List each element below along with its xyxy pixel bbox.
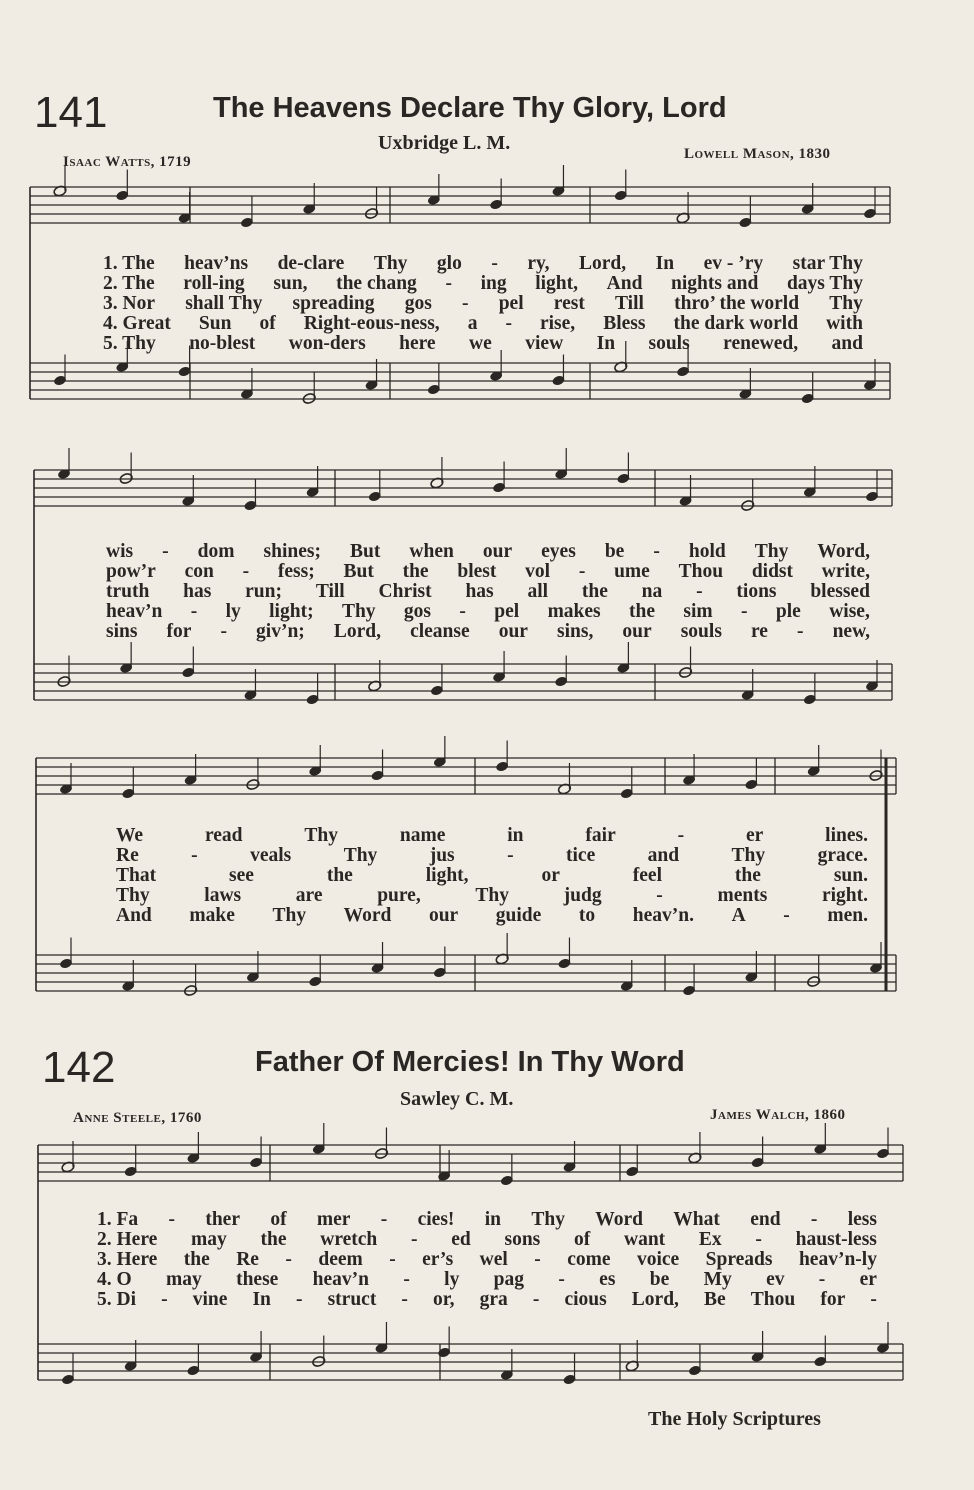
lyric-syllable: of: [270, 1209, 287, 1230]
lyric-syllable: es: [599, 1269, 616, 1290]
lyric-syllable: And: [116, 905, 152, 926]
lyric-syllable: tice: [566, 845, 596, 866]
lyric-syllable: Thy: [829, 293, 863, 314]
lyric-syllable: we: [469, 333, 492, 354]
lyric-syllable: 2. Here: [97, 1229, 158, 1250]
lyric-syllable: pel: [498, 293, 524, 314]
lyrics-system-3: [116, 826, 868, 926]
lyric-syllable: Spreads: [705, 1249, 773, 1270]
lyric-syllable: -: [411, 1229, 418, 1250]
lyric-syllable: ly: [225, 601, 241, 622]
lyric-syllable: the: [183, 1249, 210, 1270]
lyric-syllable: -: [220, 621, 227, 642]
lyric-syllable: ry,: [527, 253, 550, 274]
lyric-syllable: Bless: [603, 313, 646, 334]
lyric-syllable: 1. The: [103, 253, 155, 274]
lyric-syllable: pure,: [377, 885, 421, 906]
lyric-syllable: new,: [832, 621, 870, 642]
lyric-syllable: veals: [250, 845, 292, 866]
lyric-syllable: Word,: [817, 541, 870, 562]
lyric-syllable: want: [623, 1229, 666, 1250]
lyric-syllable: -: [462, 293, 469, 314]
lyric-syllable: sons: [504, 1229, 541, 1250]
lyric-syllable: gos: [403, 601, 432, 622]
lyric-syllable: light;: [269, 601, 314, 622]
lyric-syllable: struct: [327, 1289, 377, 1310]
lyric-syllable: or: [541, 865, 560, 886]
lyric-syllable: to: [578, 905, 596, 926]
lyric-syllable: pag: [493, 1269, 525, 1290]
words-credit: Isaac Watts, 1719: [63, 154, 192, 170]
lyric-syllable: That: [116, 865, 157, 886]
lyric-syllable: light,: [535, 273, 579, 294]
lyric-syllable: Right-eous-ness,: [303, 313, 440, 334]
lyrics-142-system-1: [97, 1210, 877, 1310]
lyric-syllable: 5. Thy: [103, 333, 156, 354]
lyric-syllable: star Thy: [792, 253, 863, 274]
lyric-syllable: wretch: [320, 1229, 378, 1250]
lyric-syllable: the: [629, 601, 656, 622]
lyric-syllable: haust-less: [795, 1229, 877, 1250]
lyric-syllable: feel: [632, 865, 662, 886]
lyric-syllable: -: [741, 601, 748, 622]
lyric-syllable: men.: [827, 905, 868, 926]
lyric-syllable: Lord,: [579, 253, 627, 274]
verse-line: [97, 1290, 877, 1310]
lyric-syllable: Till: [315, 581, 345, 602]
lyric-syllable: our: [498, 621, 528, 642]
lyric-syllable: 4. O: [97, 1269, 132, 1290]
lyric-syllable: -: [677, 825, 685, 846]
lyric-syllable: the: [260, 1229, 287, 1250]
lyric-syllable: in: [484, 1209, 502, 1230]
lyric-syllable: pow’r: [106, 561, 156, 582]
lyric-syllable: guide: [495, 905, 542, 926]
lyric-syllable: 4. Great: [103, 313, 171, 334]
lyric-syllable: Thy: [754, 541, 789, 562]
lyric-syllable: less: [847, 1209, 877, 1230]
lyric-syllable: shines;: [263, 541, 321, 562]
lyric-syllable: ther: [205, 1209, 240, 1230]
verse-line: [97, 1250, 877, 1270]
lyric-syllable: ume: [614, 561, 650, 582]
lyric-syllable: 1. Fa: [97, 1209, 139, 1230]
verse-line: [97, 1270, 877, 1290]
lyric-syllable: cious: [564, 1289, 607, 1310]
lyric-syllable: sim: [683, 601, 713, 622]
verse-line: [106, 602, 870, 622]
music-credit: Lowell Mason, 1830: [684, 146, 831, 162]
lyric-syllable: Thou: [750, 1289, 796, 1310]
hymn-title-142: Father Of Mercies! In Thy Word: [255, 1046, 685, 1078]
lyric-syllable: ments: [717, 885, 768, 906]
lyric-syllable: and: [647, 845, 680, 866]
lyric-syllable: gos: [404, 293, 432, 314]
lyric-syllable: My: [703, 1269, 732, 1290]
lyric-syllable: read: [204, 825, 243, 846]
lyric-syllable: But: [350, 541, 381, 562]
lyric-syllable: re: [750, 621, 768, 642]
lyric-syllable: the: [734, 865, 761, 886]
lyric-syllable: days Thy: [786, 273, 863, 294]
lyric-syllable: these: [236, 1269, 279, 1290]
lyric-syllable: -: [505, 313, 512, 334]
lyric-syllable: the: [326, 865, 353, 886]
lyric-syllable: cleanse: [410, 621, 470, 642]
hymn-number: 141: [34, 88, 108, 137]
verse-line: [103, 274, 863, 294]
lyric-syllable: pel: [494, 601, 520, 622]
verse-line: [106, 562, 870, 582]
lyric-syllable: Sun: [198, 313, 232, 334]
lyric-syllable: sins: [106, 621, 138, 642]
lyric-syllable: roll-ing: [183, 273, 245, 294]
lyric-syllable: didst: [751, 561, 794, 582]
lyric-syllable: Thy: [475, 885, 509, 906]
verse-line: [116, 846, 868, 866]
lyric-syllable: truth: [106, 581, 150, 602]
lyric-syllable: a: [467, 313, 478, 334]
lyric-syllable: dom: [197, 541, 235, 562]
lyric-syllable: Thy: [116, 885, 150, 906]
lyric-syllable: -: [401, 1289, 408, 1310]
lyric-syllable: -: [653, 541, 660, 562]
hymn-number-142: 142: [42, 1043, 116, 1092]
verse-line: [116, 906, 868, 926]
lyric-syllable: gra: [479, 1289, 508, 1310]
lyric-syllable: heav’ns: [184, 253, 249, 274]
lyric-syllable: our: [482, 541, 513, 562]
lyric-syllable: sins,: [557, 621, 594, 642]
lyric-syllable: won-ders: [288, 333, 366, 354]
lyric-syllable: Be: [704, 1289, 726, 1310]
lyric-syllable: or,: [433, 1289, 455, 1310]
section-footer: The Holy Scriptures: [648, 1408, 821, 1430]
lyric-syllable: the: [402, 561, 429, 582]
lyric-syllable: heav’n-ly: [798, 1249, 877, 1270]
lyric-syllable: We: [116, 825, 144, 846]
lyric-syllable: -: [403, 1269, 410, 1290]
lyric-syllable: sun.: [833, 865, 868, 886]
lyric-syllable: for: [820, 1289, 846, 1310]
verse-line: [103, 294, 863, 314]
lyric-syllable: lines.: [825, 825, 868, 846]
verse-line: [116, 826, 868, 846]
lyric-syllable: fess;: [277, 561, 315, 582]
lyric-syllable: nights and: [671, 273, 759, 294]
lyric-syllable: vine: [192, 1289, 228, 1310]
lyric-syllable: blest: [457, 561, 497, 582]
lyric-syllable: jus: [429, 845, 455, 866]
lyric-syllable: light,: [425, 865, 469, 886]
lyric-syllable: Thy: [373, 253, 408, 274]
lyric-syllable: rise,: [539, 313, 576, 334]
lyric-syllable: makes: [547, 601, 601, 622]
lyric-syllable: run;: [245, 581, 282, 602]
lyric-syllable: souls: [648, 333, 690, 354]
lyric-syllable: may: [166, 1269, 202, 1290]
lyric-syllable: A: [731, 905, 746, 926]
lyric-syllable: heav’n.: [632, 905, 694, 926]
lyric-syllable: Word: [595, 1209, 643, 1230]
lyric-syllable: for: [166, 621, 192, 642]
words-credit-142: Anne Steele, 1760: [73, 1110, 202, 1126]
lyric-syllable: our: [428, 905, 459, 926]
lyric-syllable: write,: [821, 561, 870, 582]
lyric-syllable: thro’ the world: [674, 293, 800, 314]
lyric-syllable: deem: [318, 1249, 363, 1270]
lyric-syllable: 3. Nor: [103, 293, 155, 314]
lyric-syllable: with: [826, 313, 863, 334]
lyric-syllable: no-blest: [189, 333, 256, 354]
verse-line: [116, 866, 868, 886]
tune-name: Uxbridge L. M.: [378, 132, 511, 154]
lyric-syllable: -: [870, 1289, 877, 1310]
lyric-syllable: spreading: [292, 293, 375, 314]
lyric-syllable: be: [604, 541, 625, 562]
lyric-syllable: be: [649, 1269, 670, 1290]
lyric-syllable: 2. The: [103, 273, 155, 294]
lyric-syllable: rest: [553, 293, 585, 314]
lyric-syllable: -: [818, 1269, 826, 1290]
lyric-syllable: the: [581, 581, 608, 602]
lyric-syllable: end: [750, 1209, 781, 1230]
lyric-syllable: 5. Di: [97, 1289, 136, 1310]
lyric-syllable: glo: [436, 253, 462, 274]
lyric-syllable: Thy: [272, 905, 307, 926]
lyric-syllable: Re: [236, 1249, 259, 1270]
hymn-title: The Heavens Declare Thy Glory, Lord: [213, 92, 727, 124]
verse-line: [106, 542, 870, 562]
lyric-syllable: In: [596, 333, 616, 354]
lyric-syllable: has: [465, 581, 494, 602]
lyric-syllable: see: [229, 865, 254, 886]
lyric-syllable: heav’n: [106, 601, 163, 622]
lyric-syllable: -: [534, 1249, 541, 1270]
lyric-syllable: make: [189, 905, 235, 926]
lyric-syllable: and: [831, 333, 863, 354]
verse-line: [103, 254, 863, 274]
lyric-syllable: eyes: [541, 541, 576, 562]
lyric-syllable: ed: [451, 1229, 471, 1250]
lyric-syllable: ple: [775, 601, 801, 622]
lyric-syllable: But: [343, 561, 374, 582]
lyric-syllable: -: [696, 581, 703, 602]
lyric-syllable: Thou: [678, 561, 724, 582]
lyric-syllable: -: [578, 561, 586, 582]
lyric-syllable: souls: [680, 621, 722, 642]
lyric-syllable: view: [525, 333, 564, 354]
lyric-syllable: come: [567, 1249, 611, 1270]
lyric-syllable: -: [242, 561, 250, 582]
lyric-syllable: here: [399, 333, 436, 354]
lyric-syllable: mer: [316, 1209, 351, 1230]
lyric-syllable: Thy: [731, 845, 766, 866]
lyric-syllable: fair: [585, 825, 616, 846]
lyric-syllable: -: [445, 273, 452, 294]
lyric-syllable: when: [409, 541, 454, 562]
lyric-syllable: -: [191, 845, 198, 866]
lyric-syllable: shall Thy: [185, 293, 263, 314]
lyric-syllable: sun,: [273, 273, 308, 294]
lyric-syllable: in: [507, 825, 524, 846]
lyric-syllable: Ex: [698, 1229, 722, 1250]
lyric-syllable: In: [252, 1289, 271, 1310]
lyric-syllable: Lord,: [631, 1289, 679, 1310]
lyric-syllable: may: [191, 1229, 227, 1250]
lyric-syllable: Re: [116, 845, 139, 866]
lyric-syllable: -: [532, 1289, 540, 1310]
lyric-syllable: con: [184, 561, 214, 582]
lyric-syllable: Thy: [531, 1209, 565, 1230]
lyric-syllable: -: [161, 1289, 168, 1310]
lyric-syllable: wel: [479, 1249, 508, 1270]
lyric-syllable: -: [755, 1229, 762, 1250]
lyric-syllable: ev - ’ry: [703, 253, 764, 274]
lyric-syllable: of: [574, 1229, 591, 1250]
verse-line: [116, 886, 868, 906]
verse-line: [103, 334, 863, 354]
lyric-syllable: -: [162, 541, 169, 562]
lyric-syllable: er: [859, 1269, 877, 1290]
verse-line: [97, 1230, 877, 1250]
lyric-syllable: the dark world: [673, 313, 799, 334]
lyric-syllable: -: [558, 1269, 565, 1290]
music-credit-142: James Walch, 1860: [710, 1107, 846, 1123]
lyric-syllable: name: [399, 825, 446, 846]
lyric-syllable: voice: [636, 1249, 680, 1270]
lyric-syllable: ev: [766, 1269, 785, 1290]
lyric-syllable: na: [641, 581, 663, 602]
lyric-syllable: -: [491, 253, 498, 274]
lyric-syllable: blessed: [810, 581, 870, 602]
lyric-syllable: de-clare: [277, 253, 345, 274]
lyric-syllable: -: [656, 885, 663, 906]
lyric-syllable: heav’n: [312, 1269, 369, 1290]
lyric-syllable: -: [295, 1289, 303, 1310]
lyric-syllable: -: [810, 1209, 818, 1230]
lyric-syllable: ing: [480, 273, 507, 294]
lyric-syllable: Thy: [343, 845, 378, 866]
lyric-syllable: Word: [343, 905, 392, 926]
lyric-syllable: right.: [821, 885, 868, 906]
lyric-syllable: -: [459, 601, 466, 622]
lyric-syllable: cies!: [417, 1209, 455, 1230]
tune-name-142: Sawley C. M.: [400, 1088, 514, 1110]
lyric-syllable: -: [168, 1209, 175, 1230]
lyric-syllable: tions: [736, 581, 777, 602]
lyric-syllable: Thy: [304, 825, 339, 846]
lyric-syllable: ly: [444, 1269, 460, 1290]
lyric-syllable: Thy: [341, 601, 376, 622]
lyrics-system-1: [103, 254, 863, 354]
lyric-syllable: hold: [688, 541, 726, 562]
verse-line: [106, 622, 870, 642]
lyric-syllable: of: [259, 313, 276, 334]
verse-line: [106, 582, 870, 602]
lyric-syllable: vol: [525, 561, 551, 582]
lyric-syllable: 3. Here: [97, 1249, 158, 1270]
lyric-syllable: -: [380, 1209, 388, 1230]
lyric-syllable: all: [527, 581, 549, 602]
lyrics-system-2: [106, 542, 870, 642]
lyric-syllable: Lord,: [333, 621, 381, 642]
lyric-syllable: er: [745, 825, 764, 846]
lyric-syllable: Till: [615, 293, 644, 314]
lyric-syllable: Christ: [378, 581, 432, 602]
lyric-syllable: -: [797, 621, 804, 642]
lyric-syllable: er’s: [422, 1249, 454, 1270]
lyric-syllable: laws: [204, 885, 242, 906]
lyric-syllable: -: [389, 1249, 396, 1270]
lyric-syllable: grace.: [817, 845, 868, 866]
verse-line: [103, 314, 863, 334]
lyric-syllable: judg: [563, 885, 602, 906]
verse-line: [97, 1210, 877, 1230]
lyric-syllable: What: [673, 1209, 720, 1230]
lyric-syllable: renewed,: [723, 333, 799, 354]
lyric-syllable: the chang: [336, 273, 417, 294]
lyric-syllable: our: [622, 621, 652, 642]
lyric-syllable: wis: [106, 541, 134, 562]
lyric-syllable: -: [190, 601, 198, 622]
lyric-syllable: -: [507, 845, 514, 866]
lyric-syllable: -: [783, 905, 790, 926]
lyric-syllable: are: [295, 885, 323, 906]
lyric-syllable: In: [655, 253, 675, 274]
lyric-syllable: has: [183, 581, 212, 602]
lyric-syllable: -: [285, 1249, 292, 1270]
lyric-syllable: And: [606, 273, 643, 294]
lyric-syllable: wise,: [829, 601, 870, 622]
lyric-syllable: giv’n;: [256, 621, 305, 642]
